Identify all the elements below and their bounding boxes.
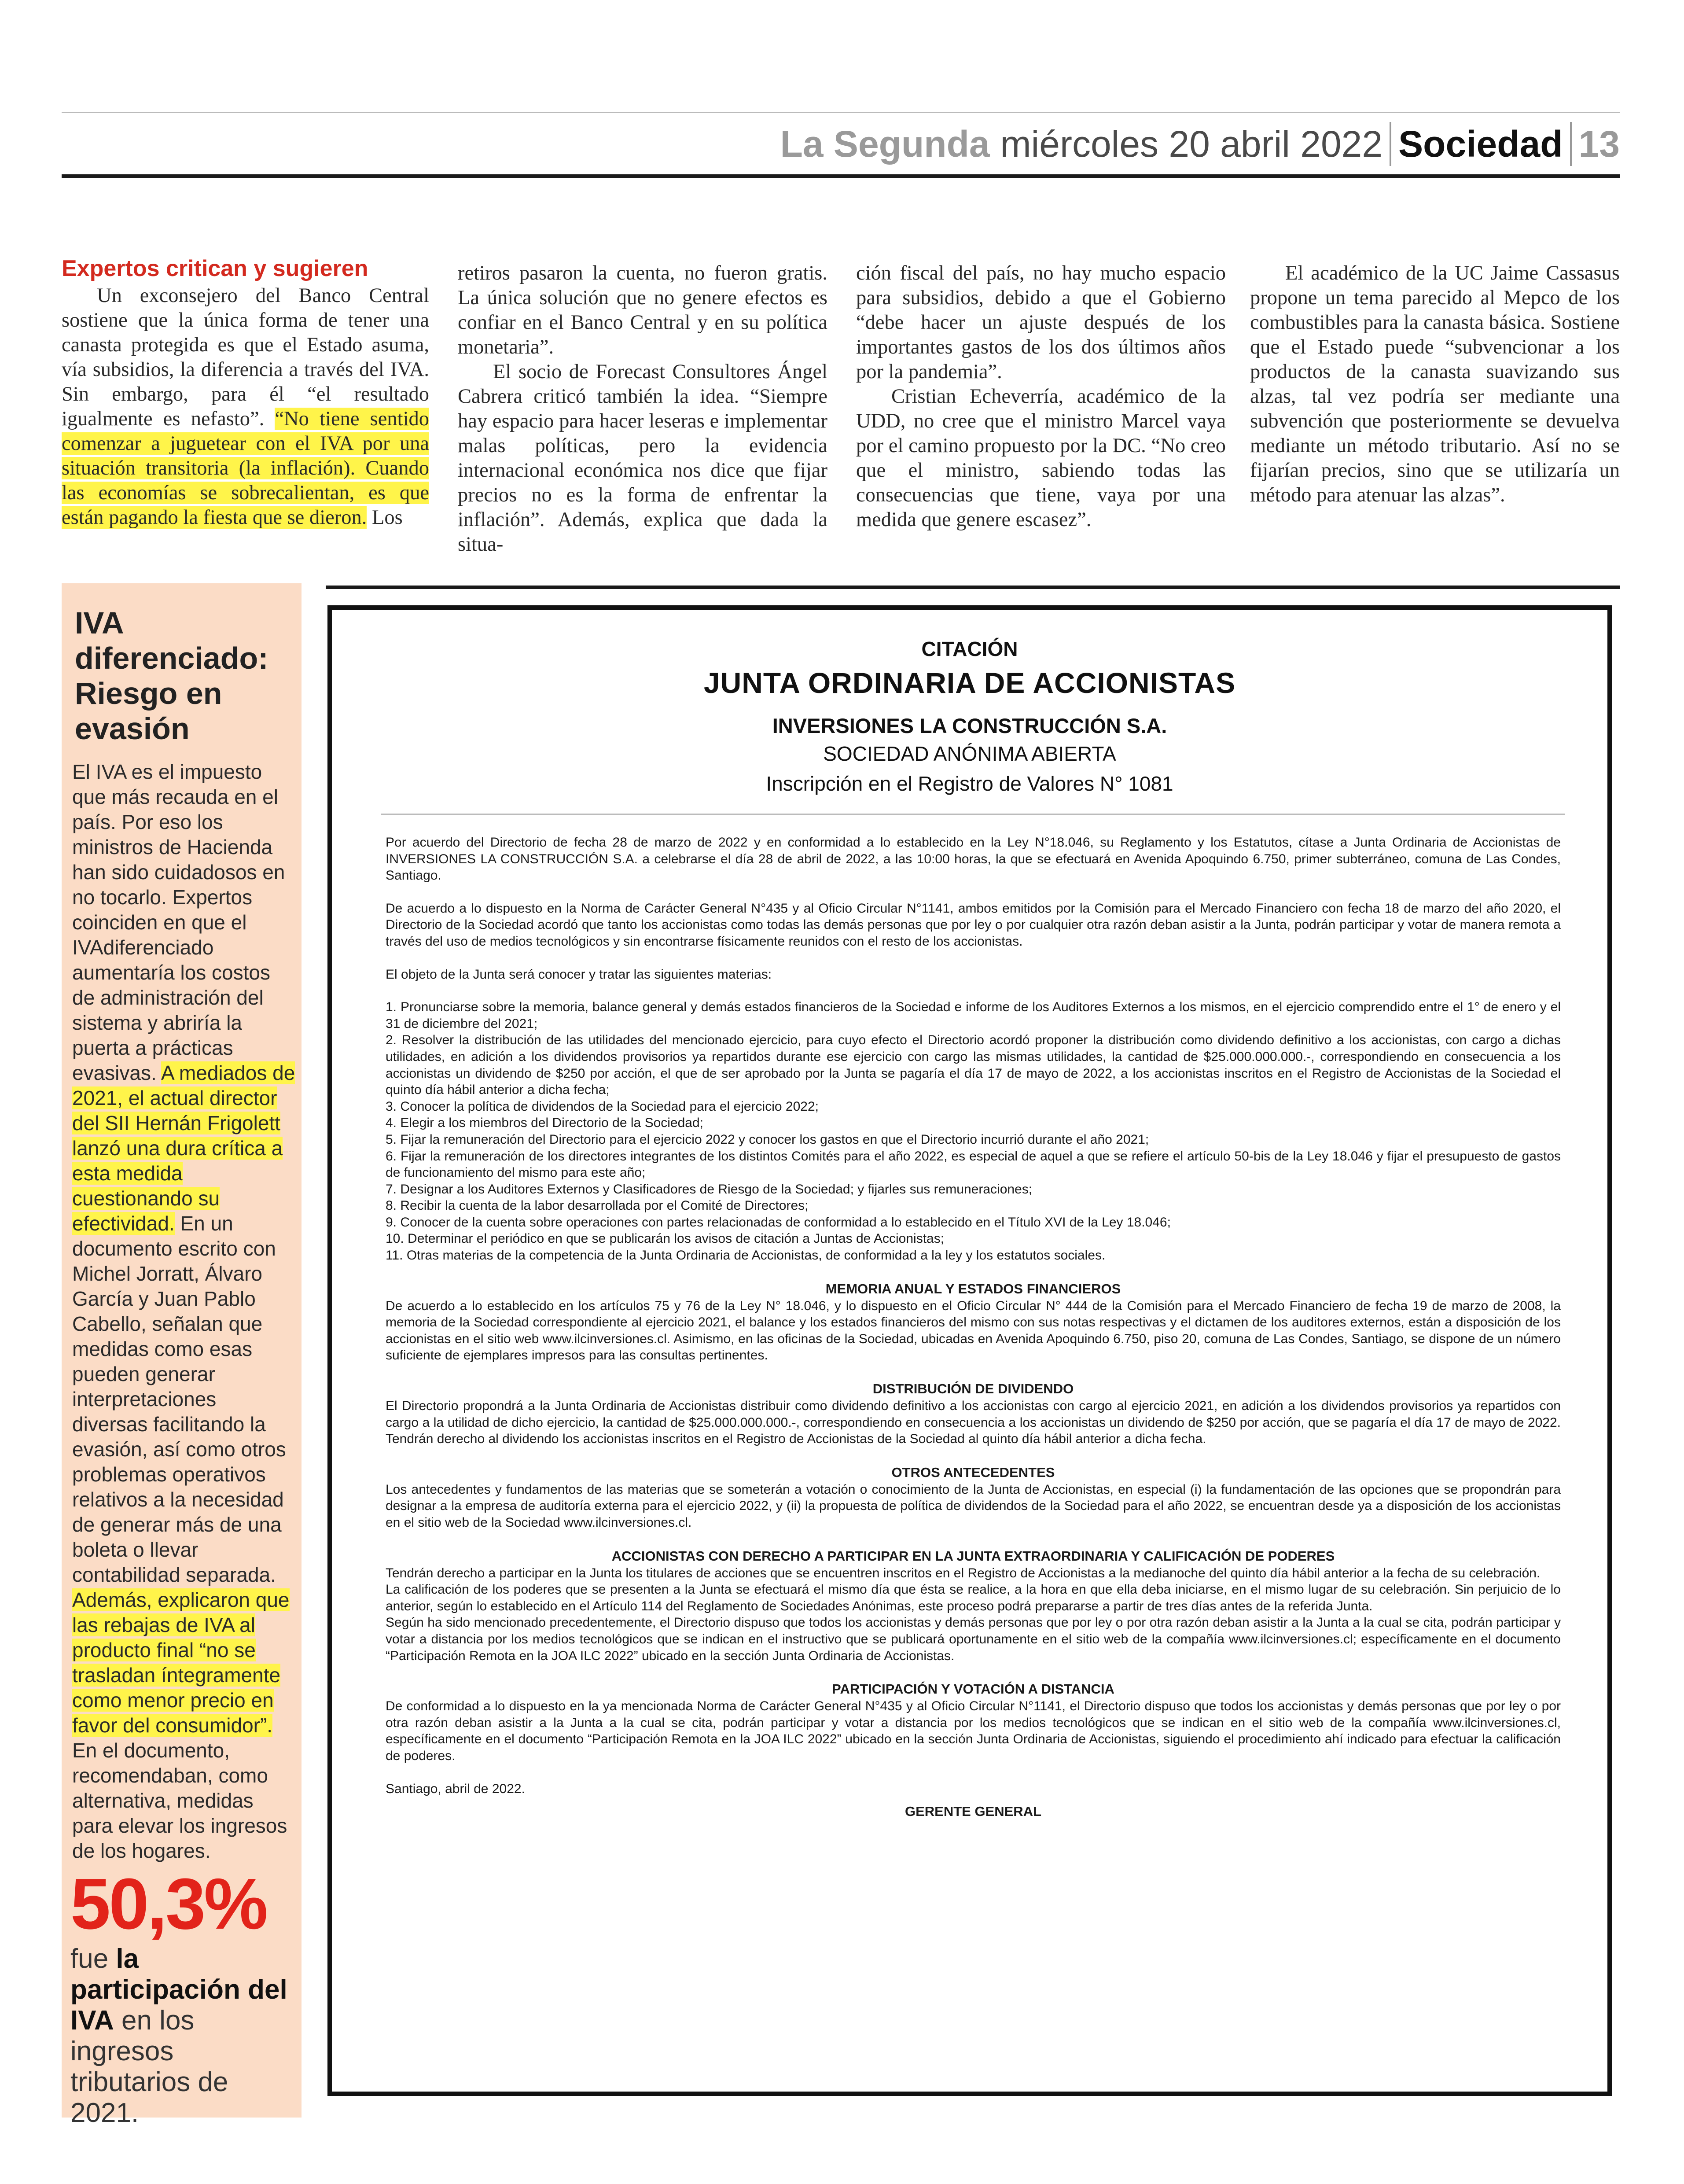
caption-text: en los ingresos tributarios de 2021. bbox=[70, 2005, 228, 2128]
article-column-4 bbox=[1250, 261, 1620, 508]
article-paragraph: El socio de Forecast Consultores Ángel Cabrera criticó también la idea. “Siempre hay espacio para hacer leseras e implementar malas políticas, pero la evidencia internacional económica nos dice que fijar precios no es la forma de enfrentar la inflación”. Además, explica que dada la situa- bbox=[458, 361, 827, 556]
agenda-item: 9. Conocer de la cuenta sobre operaciones con partes relacionadas de conformidad a lo establecido en el Título XVI de la Ley 18.046; bbox=[386, 1215, 1171, 1230]
header-separator bbox=[1390, 122, 1391, 166]
sidebar-text: En el documento, recomendaban, como alternativa, medidas para elevar los ingresos de los hogares. bbox=[72, 1739, 287, 1862]
legal-notice-box bbox=[327, 605, 1612, 2096]
sidebar-box bbox=[62, 583, 302, 2128]
sidebar-statistic: 50,3% bbox=[70, 1864, 267, 1944]
agenda-item: 2. Resolver la distribución de las utilidades del mencionado ejercicio, para cuyo efecto el Directorio acordó proponer la distribución como dividendo definitivo a los accionistas, con cargo a dichas utilidades, en adición a los dividendos provisorios ya repartidos durante ese ejercicio con cargo las mismas utilidades, la cantidad de $25.000.000.000.-, correspondiendo en consecuencia a los accionistas un dividendo de $250 por acción, el que de ser aprobado por la Junta se pagaría el día 17 de mayo de 2022, a los accionistas inscritos en el Registro de Accionistas de la Sociedad el quinto día hábil anterior a dicha fecha; bbox=[386, 1033, 1561, 1098]
page-number: 13 bbox=[1578, 123, 1620, 165]
section-divider bbox=[326, 586, 1620, 589]
article-column-2 bbox=[458, 261, 827, 557]
header-top-rule bbox=[62, 112, 1620, 113]
notice-paragraph: Tendrán derecho a participar en la Junta los titulares de acciones que se encuentren inscritos en el Registro de Accionistas a la medianoche del quinto día hábil anterior a la fecha de su celebración. bbox=[386, 1565, 1541, 1580]
notice-label: CITACIÓN bbox=[921, 637, 1018, 660]
section-name: Sociedad bbox=[1398, 123, 1563, 165]
notice-paragraph: El objeto de la Junta será conocer y tratar las siguientes materias: bbox=[386, 967, 772, 982]
article-paragraph bbox=[62, 284, 429, 530]
sidebar-body bbox=[72, 759, 297, 1864]
notice-section-heading: ACCIONISTAS CON DERECHO A PARTICIPAR EN LA JUNTA EXTRAORDINARIA Y CALIFICACIÓN DE PODERES bbox=[611, 1548, 1335, 1564]
notice-section-heading: DISTRIBUCIÓN DE DIVIDENDO bbox=[872, 1381, 1074, 1397]
article-paragraph: retiros pasaron la cuenta, no fueron gratis. La única solución que no genere efectos es confiar en el Banco Central y en su política monetaria”. bbox=[458, 262, 827, 358]
sidebar-highlight: A mediados de 2021, el actual director del SII Hernán Frigolett lanzó una dura crítica a esta medida cuestionando su efectividad. bbox=[72, 1061, 295, 1235]
article-paragraph: El académico de la UC Jaime Cassasus propone un tema parecido al Mepco de los combustibles para la canasta básica. Sostiene que el Estado puede “subvencionar a los productos de la canasta suavizando sus alzas, tal vez podría ser mediante una subvención que posteriormente se devuelva mediante un método tributario. Así no se fijarían precios, sino que se utilizaría un método para atenuar las alzas”. bbox=[1250, 262, 1620, 506]
notice-section-heading: PARTICIPACIÓN Y VOTACIÓN A DISTANCIA bbox=[832, 1681, 1114, 1697]
article-text: Los bbox=[367, 506, 403, 529]
header-separator bbox=[1570, 122, 1572, 166]
agenda-item: 6. Fijar la remuneración de los directores integrantes de los distintos Comités para el año 2022, es especial de aquel a que se refiere el artículo 50-bis de la Ley 18.046 y fijar el presupuesto de gastos de funcionamiento del mismo para este año; bbox=[386, 1149, 1561, 1180]
notice-paragraph: Los antecedentes y fundamentos de las materias que se someterán a votación o conocimiento de la Junta de Accionistas, en especial (i) la fundamentación de las opciones que se propondrán para designar a la empresa de auditoría externa para el ejercicio 2022, y (ii) la propuesta de política de dividendos de la Sociedad para el año 2022, se encuentran desde ya a disposición de los accionistas en el sitio web de la Sociedad www.ilcinversiones.cl. bbox=[386, 1482, 1561, 1530]
article-text: Un exconsejero del Banco Central sostiene que la única forma de tener una canasta protegida es que el Estado asuma, vía subsidios, la diferencia a través del IVA. Sin embargo, para él “el resultado igualmente es nefasto”. bbox=[62, 284, 429, 430]
newspaper-name: La Segunda bbox=[780, 123, 990, 165]
issue-date: miércoles 20 abril 2022 bbox=[1000, 123, 1383, 165]
header-row bbox=[780, 120, 1620, 168]
agenda-item: 11. Otras materias de la competencia de la Junta Ordinaria de Accionistas, de conformidad a la ley y los estatutos sociales. bbox=[386, 1248, 1106, 1263]
sidebar-text: En un documento escrito con Michel Jorratt, Álvaro García y Juan Pablo Cabello, señalan que medidas como esas pueden generar interpretaciones diversas facilitando la evasión, así como otros problemas operativos relativos a la necesidad de generar más de una boleta o llevar contabilidad separada. bbox=[72, 1212, 286, 1586]
notice-signature: GERENTE GENERAL bbox=[905, 1804, 1042, 1819]
sidebar-statistic-caption bbox=[70, 1944, 299, 2129]
caption-bold: la participación del IVA bbox=[70, 1944, 287, 2036]
agenda-item: 4. Elegir a los miembros del Directorio de la Sociedad; bbox=[386, 1116, 704, 1131]
agenda-item: 10. Determinar el periódico en que se publicarán los avisos de citación a Juntas de Accionistas; bbox=[386, 1231, 945, 1246]
notice-body bbox=[386, 834, 1561, 1820]
notice-company: INVERSIONES LA CONSTRUCCIÓN S.A. bbox=[772, 714, 1167, 737]
notice-registry: Inscripción en el Registro de Valores N° 1081 bbox=[766, 772, 1173, 795]
notice-paragraph: De acuerdo a lo establecido en los artículos 75 y 76 de la Ley N° 18.046, y lo dispuesto en el Oficio Circular N° 444 de la Comisión para el Mercado Financiero de fecha 19 de marzo de 2008, la memoria de la Sociedad correspondiente al ejercicio 2021, el balance y los estados financieros del mismo con sus notas respectivas y el dictamen de los auditores externos, están a disposición de los accionistas en el sitio web www.ilcinversiones.cl. Asimismo, en las oficinas de la Sociedad, ubicadas en Avenida Apoquindo 6.750, piso 20, comuna de Las Condes, Santiago, se dispone de un número suficiente de ejemplares impresos para las consultas pertinentes. bbox=[386, 1298, 1561, 1363]
notice-place-date: Santiago, abril de 2022. bbox=[386, 1781, 525, 1796]
page-header bbox=[62, 110, 1620, 180]
notice-paragraph: El Directorio propondrá a la Junta Ordinaria de Accionistas distribuir como dividendo definitivo a los accionistas con cargo al ejercicio 2021, en adición a los dividendos provisorios ya repartidos con cargo a la utilidad de dicho ejercicio, la cantidad de $25.000.000.000.-, correspondiendo en consecuencia a los accionistas un dividendo de $250 por acción, que se pagaría el día 17 de mayo de 2022. Tendrán derecho al dividendo los accionistas inscritos en el Registro de Accionistas de la Sociedad al quinto día hábil anterior a dicha fecha. bbox=[386, 1399, 1561, 1447]
agenda-item: 8. Recibir la cuenta de la labor desarrollada por el Comité de Directores; bbox=[386, 1198, 809, 1213]
notice-paragraph: De conformidad a lo dispuesto en la ya mencionada Norma de Carácter General N°435 y al Oficio Circular N°1141, el Directorio dispuso que todos los accionistas y demás personas que por ley o por otra razón deban asistir a la Junta a la cual se cita, podrán participar y votar a distancia por los medios tecnológicos que se indican en el sitio web de la compañía www.ilcinversiones.cl, específicamente en el documento “Participación Remota en la JOA ILC 2022” ubicado en la sección Junta Ordinaria de Accionistas, siguiendo el procedimiento ahí indicado para efectuar la calificación de poderes. bbox=[386, 1699, 1561, 1763]
sidebar-highlight: Además, explicaron que las rebajas de IVA al producto final “no se trasladan íntegramente como menor precio en favor del consumidor”. bbox=[72, 1588, 290, 1737]
sidebar-text: El IVA es el impuesto que más recauda en el país. Por eso los ministros de Hacienda han sido cuidadosos en no tocarlo. Expertos coinciden en que el IVAdiferenciado aumentaría los costos de administración del sistema y abriría la puerta a prácticas evasivas. bbox=[72, 760, 285, 1084]
notice-section-heading: OTROS ANTECEDENTES bbox=[891, 1464, 1055, 1480]
highlighted-quote: “No tiene sentido comenzar a juguetear con el IVA por una situación transitoria (la inflación). Cuando las economías se sobrecalientan, es que están pagando la fiesta que se dieron. bbox=[62, 408, 429, 529]
notice-paragraph: Según ha sido mencionado precedentemente, el Directorio dispuso que todos los accionistas y demás personas que por ley o por otra razón deban asistir a la Junta a la cual se cita, podrán participar y votar a distancia por los medios tecnológicos que se indican en el instructivo que se publicará oportunamente en el sitio web de la compañía www.ilcinversiones.cl; específicamente en el documento “Participación Remota en la JOA ILC 2022” ubicado en la sección Junta Ordinaria de Accionistas. bbox=[386, 1615, 1561, 1663]
notice-paragraph: La calificación de los poderes que se presenten a la Junta se efectuará el mismo día que ésta se realice, a la hora en que ella deba iniciarse, en el mismo lugar de su celebración. Sin perjuicio de lo anterior, según lo establecido en el Artículo 114 del Reglamento de Sociedades Anónimas, este proceso podrá prepararse a partir de tres días antes de la referida Junta. bbox=[386, 1582, 1561, 1613]
notice-section-heading: MEMORIA ANUAL Y ESTADOS FINANCIEROS bbox=[825, 1281, 1121, 1296]
agenda-item: 3. Conocer la política de dividendos de la Sociedad para el ejercicio 2022; bbox=[386, 1099, 819, 1114]
article-paragraph: ción fiscal del país, no hay mucho espacio para subsidios, debido a que el Gobierno “debe hacer un ajuste después de los importantes gastos de los dos últimos años por la pandemia”. bbox=[856, 262, 1226, 383]
notice-title: JUNTA ORDINARIA DE ACCIONISTAS bbox=[703, 667, 1236, 699]
article-paragraph: Cristian Echeverría, académico de la UDD, no cree que el ministro Marcel vaya por el camino propuesto por la DC. “No creo que el ministro, sabiendo todas las consecuencias que tiene, vaya por una medida que genere escasez”. bbox=[856, 385, 1226, 531]
notice-paragraph: Por acuerdo del Directorio de fecha 28 de marzo de 2022 y en conformidad a lo establecido en la Ley N°18.046, su Reglamento y los Estatutos, cítase a Junta Ordinaria de Accionistas de INVERSIONES LA CONSTRUCCIÓN S.A. a celebrarse el día 28 de abril de 2022, a las 10:00 horas, la que se efectuará en Avenida Apoquindo 6.750, primer subterráneo, comuna de Las Condes, Santiago. bbox=[386, 835, 1561, 883]
article-kicker: Expertos critican y sugieren bbox=[62, 256, 368, 281]
notice-paragraph: De acuerdo a lo dispuesto en la Norma de Carácter General N°435 y al Oficio Circular N°1141, ambos emitidos por la Comisión para el Mercado Financiero con fecha 18 de marzo del año 2020, el Directorio de la Sociedad acordó que tanto los accionistas como todas las demás personas que por ley o por cualquier otra razón deban asistir a la Junta, podrán participar y votar de manera remota a través del uso de medios tecnológicos y sin encontrarse físicamente reunidos con el resto de los accionistas. bbox=[386, 901, 1561, 949]
agenda-item: 1. Pronunciarse sobre la memoria, balance general y demás estados financieros de la Sociedad e informe de los Auditores Externos a los mismos, en el ejercicio comprendido entre el 1° de enero y el 31 de diciembre del 2021; bbox=[386, 1000, 1561, 1031]
notice-company-type: SOCIEDAD ANÓNIMA ABIERTA bbox=[823, 742, 1116, 765]
sidebar-title: IVA diferenciado: Riesgo en evasión bbox=[75, 606, 268, 746]
caption-text: fue bbox=[70, 1944, 116, 1974]
notice-rule bbox=[381, 814, 1565, 815]
agenda-item: 5. Fijar la remuneración del Directorio para el ejercicio 2022 y conocer los gastos en que el Directorio incurrió durante el año 2021; bbox=[386, 1132, 1149, 1147]
article-column-3 bbox=[856, 261, 1226, 532]
article-column-1 bbox=[62, 255, 429, 530]
header-bottom-rule bbox=[62, 174, 1620, 178]
agenda-item: 7. Designar a los Auditores Externos y Clasificadores de Riesgo de la Sociedad; y fijarles sus remuneraciones; bbox=[386, 1182, 1033, 1197]
